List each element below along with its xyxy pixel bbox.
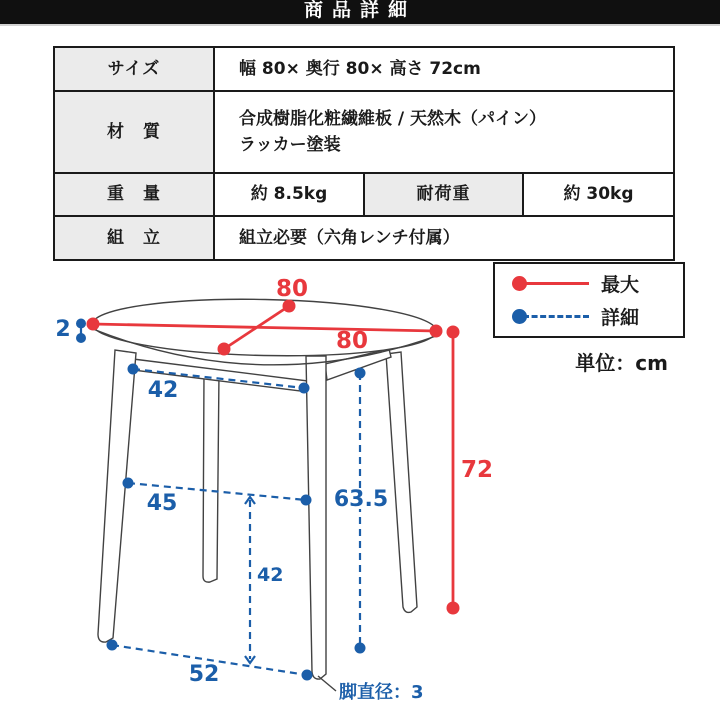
- leg-note-pointer: [318, 676, 336, 691]
- dim-leg-gap-label: 42: [257, 564, 284, 586]
- legend-max-label: 最大: [601, 274, 640, 296]
- detail-line-icon: [523, 315, 589, 318]
- spec-label-assembly: 組 立: [55, 217, 213, 259]
- dim-thickness-label: 2: [55, 317, 71, 342]
- dim-underside-height: [334, 368, 388, 654]
- legend-row-detail: [512, 303, 683, 330]
- spec-value-material-line1: 合成樹脂化粧繊維板 / 天然木（パイン）: [239, 108, 547, 129]
- spec-value-load: 約 30kg: [524, 174, 673, 215]
- table-leg-front-left: [98, 350, 136, 642]
- table-leg-back-right: [386, 352, 417, 612]
- dim-thickness: [55, 317, 86, 343]
- table-leg-front-right: [306, 356, 326, 679]
- dim-bottom-span-label: 52: [188, 662, 220, 687]
- spec-value-material-line2: ラッカー塗装: [239, 134, 341, 155]
- dim-height: [447, 326, 494, 615]
- dim-width-label: 80: [335, 328, 369, 354]
- legend-box: [493, 262, 685, 338]
- spec-label-material: 材 質: [55, 92, 213, 172]
- unit-label: 単位：cm: [575, 351, 668, 375]
- spec-label-size: サイズ: [55, 48, 213, 90]
- table-leg-back-left: [203, 372, 219, 582]
- dim-height-label: 72: [461, 457, 494, 483]
- legend-detail-label: 詳細: [601, 307, 640, 329]
- dim-bottom-span: [107, 640, 313, 688]
- max-line-icon: [523, 282, 589, 285]
- spec-label-weight: 重 量: [55, 174, 213, 215]
- page-title: 商品詳細: [303, 0, 416, 21]
- spec-value-assembly: 組立必要（六角レンチ付属）: [215, 217, 673, 259]
- dim-leg-gap: [245, 497, 283, 663]
- dim-apron-label: 42: [147, 378, 179, 403]
- spec-label-load: 耐荷重: [365, 174, 522, 215]
- dim-diameter-label: 80: [275, 276, 309, 302]
- legend-row-max: [512, 270, 683, 297]
- dim-mid-span-label: 45: [146, 491, 178, 516]
- spec-value-size: 幅 80× 奥行 80× 高さ 72cm: [215, 48, 673, 90]
- dim-leg-diameter-label: 脚直径：3: [339, 682, 424, 703]
- dim-underside-label: 63.5: [333, 487, 389, 512]
- spec-value-weight: 約 8.5kg: [215, 174, 363, 215]
